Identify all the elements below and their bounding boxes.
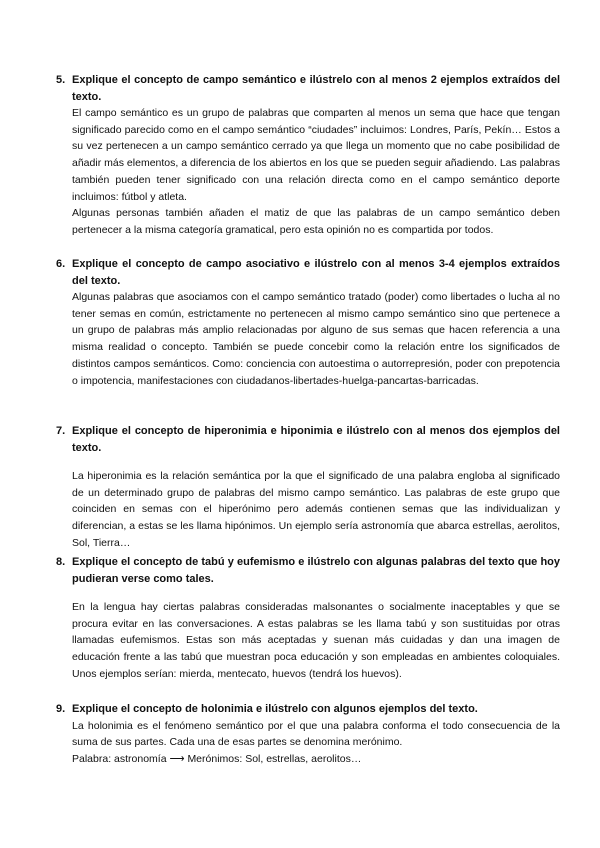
question-text: Explique el concepto de hiperonimia e hiponimia e ilústrelo con al menos dos ejemplos del texto. bbox=[72, 425, 560, 454]
answer bbox=[72, 599, 560, 683]
spacer bbox=[56, 587, 560, 599]
question-7 bbox=[56, 423, 560, 552]
answer bbox=[72, 718, 560, 768]
question-text: Explique el concepto de tabú y eufemismo e ilústrelo con algunas palabras del texto que hoy pudieran verse como tales. bbox=[72, 556, 560, 585]
answer-paragraph: El campo semántico es un grupo de palabras que comparten al menos un sema que hace que tengan significado parecido como en el campo semántico “ciudades” incluimos: Londres, París, Pekín… Estos a su vez pertenecen a un campo semántico cerrado ya que llega un momento que no cabe posibilidad de añadir más elementos, a diferencia de los abiertos en los que se pueden seguir añadiendo. Las palabras también pueden tener significado con una relación directa como en el campo semántico deporte incluimos: fútbol y atleta. bbox=[72, 107, 560, 203]
question-text: Explique el concepto de campo asociativo e ilústrelo con al menos 3-4 ejemplos extraídos del texto. bbox=[72, 258, 560, 287]
answer bbox=[72, 468, 560, 552]
answer-paragraph: La hiperonimia es la relación semántica por la que el significado de una palabra engloba al significado de un determinado grupo de palabras del mismo campo semántico. Las palabras de este grupo que coinciden en semas con el hiperónimo pero además contienen semas que las individualizan y diferencian, a estas se les llama hipónimos. Un ejemplo sería astronomía que abarca estrellas, aerolitos, Sol, Tierra… bbox=[72, 470, 560, 549]
spacer bbox=[56, 456, 560, 468]
question-number: 5. bbox=[56, 74, 66, 86]
question-text: Explique el concepto de holonimia e ilústrelo con algunos ejemplos del texto. bbox=[72, 703, 478, 715]
question-number: 8. bbox=[56, 556, 66, 568]
answer-paragraph: Algunas personas también añaden el matiz de que las palabras de un campo semántico deben pertenecer a la misma categoría gramatical, pero esta opinión no es compartida por todos. bbox=[72, 207, 560, 236]
answer bbox=[72, 105, 560, 239]
question-number: 7. bbox=[56, 425, 66, 437]
answer-paragraph: En la lengua hay ciertas palabras consideradas malsonantes o socialmente inaceptables y que se procura evitar en las conversaciones. A estas palabras se les llama tabú y son sustituidas por otras llamadas eufemismos. Estas son más aceptadas y suenan más cuidadas y dan una imagen de educación frente a las tabú que muestran poca educación y son empleadas en ambientes coloquiales. Unos ejemplos serían: mierda, mentecato, huevos (tendrá los huevos). bbox=[72, 601, 560, 680]
answer-paragraph: La holonimia es el fenómeno semántico por el que una palabra conforma el todo consecuencia de la suma de sus partes. Cada una de esas partes se denomina merónimo. bbox=[72, 719, 560, 749]
question-8 bbox=[56, 554, 560, 683]
question-9 bbox=[56, 701, 560, 768]
question-6 bbox=[56, 256, 560, 389]
question-text: Explique el concepto de campo semántico e ilústrelo con al menos 2 ejemplos extraídos del texto. bbox=[72, 74, 560, 103]
question-5 bbox=[56, 72, 560, 239]
answer bbox=[72, 289, 560, 389]
answer-paragraph: Algunas palabras que asociamos con el campo semántico tratado (poder) como libertades o lucha al no tener semas en común, estrictamente no pertenecen al mismo campo semántico sino que pertenece a un grupo de palabras más amplio relacionadas por alguno de sus semas que hacen referencia a una misma realidad o concepto. También se puede concebir como la relación entre los significados de distintos campos semánticos. Como: conciencia con autoestima o autorrepresión, poder con prepotencia o impotencia, manifestaciones con ciudadanos-libertades-huelga-pancartas-barricadas. bbox=[72, 291, 560, 387]
question-number: 6. bbox=[56, 258, 66, 270]
answer-paragraph: Palabra: astronomía ⟶ Merónimos: Sol, estrellas, aerolitos… bbox=[72, 752, 362, 765]
question-number: 9. bbox=[56, 703, 66, 715]
